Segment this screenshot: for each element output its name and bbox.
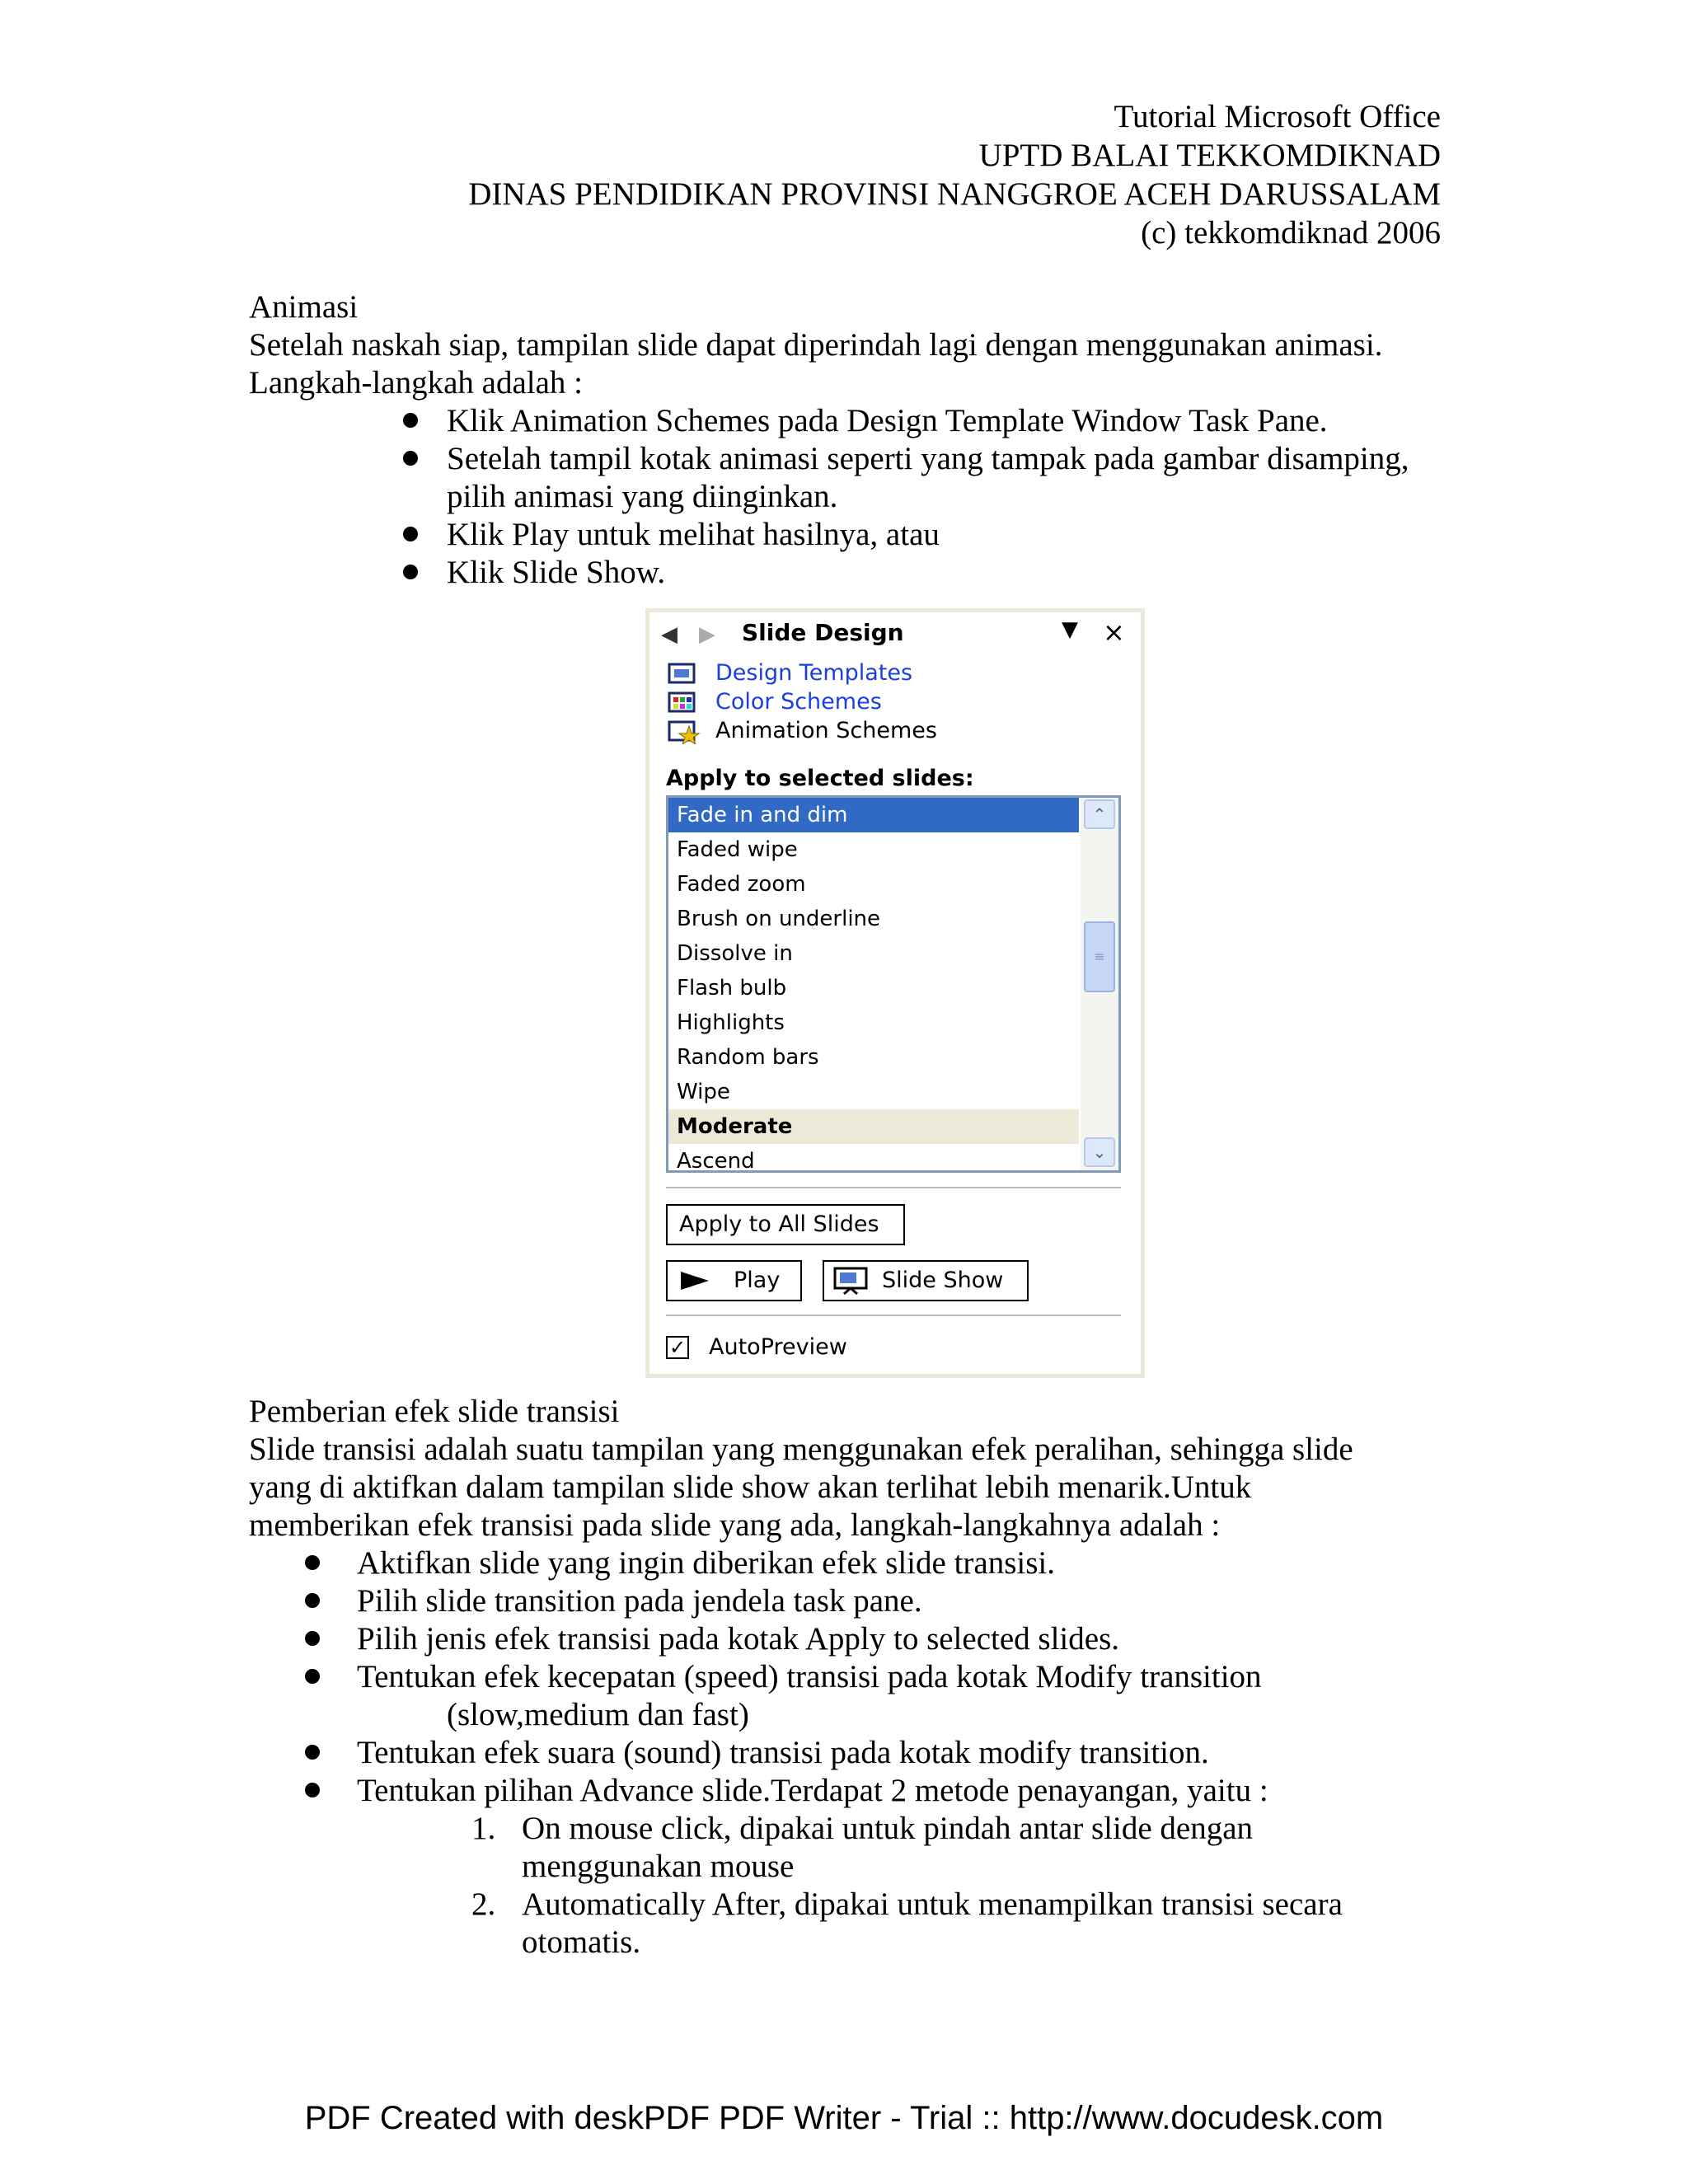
play-button[interactable] — [666, 1260, 802, 1301]
numbered-item-2-cont: otomatis. — [522, 1924, 641, 1960]
list-item[interactable]: Flash bulb — [677, 976, 787, 1001]
animasi-bullet-2-cont: pilih animasi yang diinginkan. — [447, 479, 838, 514]
play-label: Play — [734, 1268, 781, 1293]
play-icon — [679, 1270, 712, 1291]
bullet-icon — [305, 1555, 320, 1570]
autopreview-checkbox[interactable]: ✓ — [666, 1336, 689, 1359]
numbered-item-2: Automatically After, dipakai untuk menampilkan transisi secara — [522, 1886, 1343, 1922]
chevron-down-icon[interactable]: ▼ — [1062, 617, 1078, 642]
list-group-header: Moderate — [668, 1109, 1079, 1144]
animasi-bullet-1: Klik Animation Schemes pada Design Template Window Task Pane. — [447, 403, 1328, 438]
numbered-item-1-cont: menggunakan mouse — [522, 1849, 795, 1884]
transisi-para-line-2: yang di aktifkan dalam tampilan slide show akan terlihat lebih menarik.Untuk — [249, 1469, 1252, 1505]
scroll-thumb[interactable]: ≡ — [1084, 921, 1115, 992]
bullet-icon — [305, 1669, 320, 1684]
list-number: 1. — [471, 1811, 496, 1846]
pane-title: Slide Design — [742, 619, 904, 646]
bullet-icon — [403, 565, 418, 579]
bullet-icon — [403, 413, 418, 428]
transisi-bullet-4: Tentukan efek kecepatan (speed) transisi pada kotak Modify transition — [357, 1659, 1262, 1694]
pdf-footer: PDF Created with deskPDF PDF Writer - Trial :: http://www.docudesk.com — [304, 2100, 1384, 2136]
slide-design-task-pane — [645, 608, 1145, 1378]
bullet-icon — [403, 527, 418, 541]
autopreview-label: AutoPreview — [709, 1334, 847, 1360]
back-arrow-icon[interactable]: ◀ — [661, 622, 678, 647]
divider — [666, 1315, 1121, 1316]
header-line-1: Tutorial Microsoft Office — [1114, 99, 1441, 134]
list-item[interactable]: Faded zoom — [677, 872, 806, 897]
header-line-3: DINAS PENDIDIKAN PROVINSI NANGGROE ACEH DARUSSALAM — [468, 176, 1441, 212]
animasi-bullet-3: Klik Play untuk melihat hasilnya, atau — [447, 517, 940, 552]
animasi-bullet-4: Klik Slide Show. — [447, 555, 666, 590]
list-item[interactable]: Ascend — [677, 1149, 755, 1173]
bullet-icon — [305, 1745, 320, 1760]
scroll-down-icon[interactable]: ⌄ — [1084, 1137, 1115, 1167]
bullet-icon — [403, 451, 418, 466]
transisi-bullet-6: Tentukan pilihan Advance slide.Terdapat 2 metode penayangan, yaitu : — [357, 1773, 1268, 1808]
animation-schemes-icon — [668, 719, 701, 744]
transisi-bullet-2: Pilih slide transition pada jendela task pane. — [357, 1583, 922, 1619]
bullet-icon — [305, 1593, 320, 1608]
list-number: 2. — [471, 1886, 496, 1922]
transisi-para-line-3: memberikan efek transisi pada slide yang ada, langkah-langkahnya adalah : — [249, 1507, 1221, 1543]
list-item[interactable]: Faded wipe — [677, 837, 798, 862]
list-item[interactable]: Random bars — [677, 1045, 819, 1070]
list-item[interactable]: Dissolve in — [677, 941, 793, 966]
transisi-bullet-1: Aktifkan slide yang ingin diberikan efek slide transisi. — [357, 1545, 1055, 1581]
slide-show-label: Slide Show — [882, 1268, 1004, 1293]
transisi-bullet-5: Tentukan efek suara (sound) transisi pada kotak modify transition. — [357, 1735, 1209, 1770]
apply-to-all-slides-button[interactable]: Apply to All Slides — [666, 1204, 905, 1245]
list-item[interactable]: Fade in and dim — [668, 798, 1079, 832]
list-item[interactable]: Highlights — [677, 1010, 785, 1035]
header-line-2: UPTD BALAI TEKKOMDIKNAD — [978, 138, 1441, 173]
animasi-bullet-2: Setelah tampil kotak animasi seperti yang tampak pada gambar disamping, — [447, 441, 1409, 476]
divider — [666, 1187, 1121, 1188]
section-heading-animasi: Animasi — [249, 289, 359, 325]
link-design-templates[interactable]: Design Templates — [715, 660, 913, 686]
numbered-item-1: On mouse click, dipakai untuk pindah antar slide dengan — [522, 1811, 1254, 1846]
section-heading-transisi: Pemberian efek slide transisi — [249, 1394, 620, 1429]
scroll-up-icon[interactable]: ⌃ — [1084, 799, 1115, 829]
header-line-4: (c) tekkomdiknad 2006 — [1141, 215, 1441, 251]
transisi-bullet-3: Pilih jenis efek transisi pada kotak Apply to selected slides. — [357, 1621, 1119, 1657]
animasi-intro: Setelah naskah siap, tampilan slide dapat diperindah lagi dengan menggunakan animasi. — [249, 327, 1383, 363]
design-templates-icon — [668, 662, 701, 687]
slide-show-button[interactable] — [823, 1260, 1029, 1301]
page-header — [468, 97, 1441, 252]
transisi-para-line-1: Slide transisi adalah suatu tampilan yang menggunakan efek peralihan, sehingga slide — [249, 1432, 1353, 1467]
close-icon[interactable]: × — [1103, 616, 1125, 648]
bullet-icon — [305, 1631, 320, 1646]
transisi-bullet-4-cont: (slow,medium dan fast) — [447, 1697, 749, 1732]
list-item[interactable]: Brush on underline — [677, 907, 881, 931]
list-scrollbar[interactable] — [1081, 798, 1118, 1170]
slide-show-icon — [832, 1267, 870, 1295]
animation-list[interactable] — [666, 795, 1121, 1173]
bullet-icon — [305, 1783, 320, 1797]
animasi-steps-label: Langkah-langkah adalah : — [249, 365, 583, 401]
color-schemes-icon — [668, 691, 701, 715]
list-item[interactable]: Wipe — [677, 1080, 730, 1104]
link-color-schemes[interactable]: Color Schemes — [715, 689, 882, 715]
link-animation-schemes[interactable]: Animation Schemes — [715, 718, 937, 743]
forward-arrow-icon[interactable]: ▶ — [699, 622, 715, 647]
apply-to-selected-label: Apply to selected slides: — [666, 766, 974, 791]
pane-title-bar — [649, 612, 1141, 654]
